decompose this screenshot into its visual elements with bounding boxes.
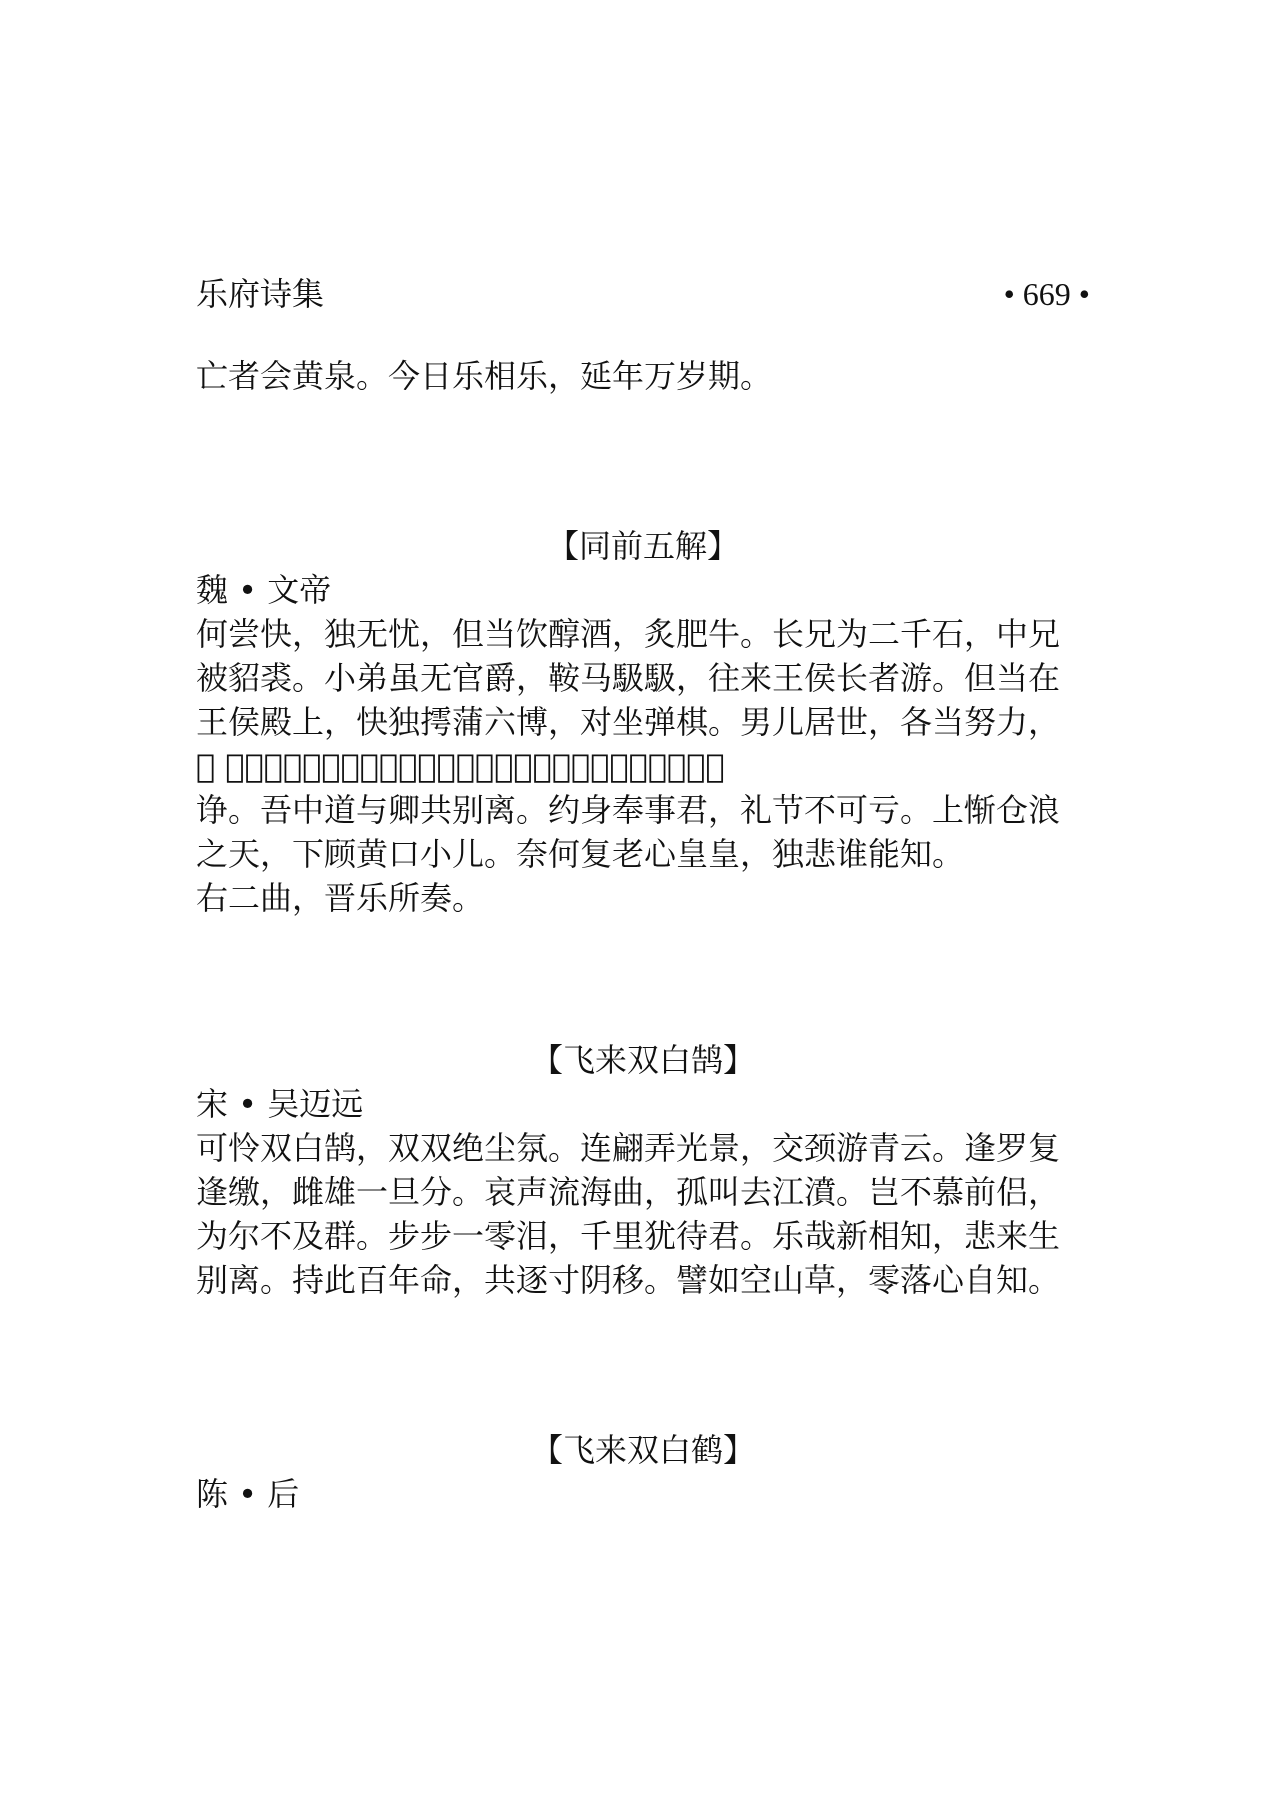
section-body <box>196 1126 1090 1302</box>
text-line: 亡者会黄泉。今日乐相乐，延年万岁期。 <box>196 357 773 395</box>
section-body <box>196 612 1090 920</box>
text-line: 之天，下顾黄口小儿。奈何复老心皇皇，独悲谁能知。 <box>196 835 965 873</box>
continuation-text <box>196 354 1090 398</box>
text-line: 为尔不及群。步步一零泪，千里犹待君。乐哉新相知，悲来生 <box>196 1217 1061 1255</box>
section-author: 宋 • 吴迈远 <box>196 1085 364 1123</box>
text-line: 可怜双白鹄，双双绝尘氛。连翩弄光景，交颈游青云。逢罗复 <box>196 1129 1061 1167</box>
section-author: 魏 • 文帝 <box>196 571 332 609</box>
book-title: 乐府诗集 <box>196 275 325 313</box>
text-line: 右二曲，晋乐所奏。 <box>196 879 485 917</box>
text-line: 何尝快，独无忧，但当饮醇酒，炙肥牛。长兄为二千石，中兄 <box>196 615 1061 653</box>
section-title: 【飞来双白鹄】 <box>530 1041 755 1079</box>
running-header <box>196 272 1090 316</box>
text-line: 𣣂 戚迫日暮，殊不久留。少小相触抵，寒苦常相随，忿恚安足 <box>196 747 725 785</box>
text-line: 逢缴，雌雄一旦分。哀声流海曲，孤叫去江濆。岂不慕前侣， <box>196 1173 1061 1211</box>
section-author: 陈 • 后 <box>196 1475 300 1513</box>
page-number: • 669 • <box>1003 276 1090 312</box>
section-title: 【飞来双白鹤】 <box>530 1431 755 1469</box>
text-line: 诤。吾中道与卿共别离。约身奉事君，礼节不可亏。上惭仓浪 <box>196 791 1061 829</box>
text-line: 被貂裘。小弟虽无官爵，鞍马馺馺，往来王侯长者游。但当在 <box>196 659 1061 697</box>
text-line: 王侯殿上，快独摴蒲六博，对坐弹棋。男儿居世，各当努力， <box>196 703 1061 741</box>
section-title: 【同前五解】 <box>546 527 739 565</box>
text-line: 别离。持此百年命，共逐寸阴移。譬如空山草，零落心自知。 <box>196 1261 1061 1299</box>
